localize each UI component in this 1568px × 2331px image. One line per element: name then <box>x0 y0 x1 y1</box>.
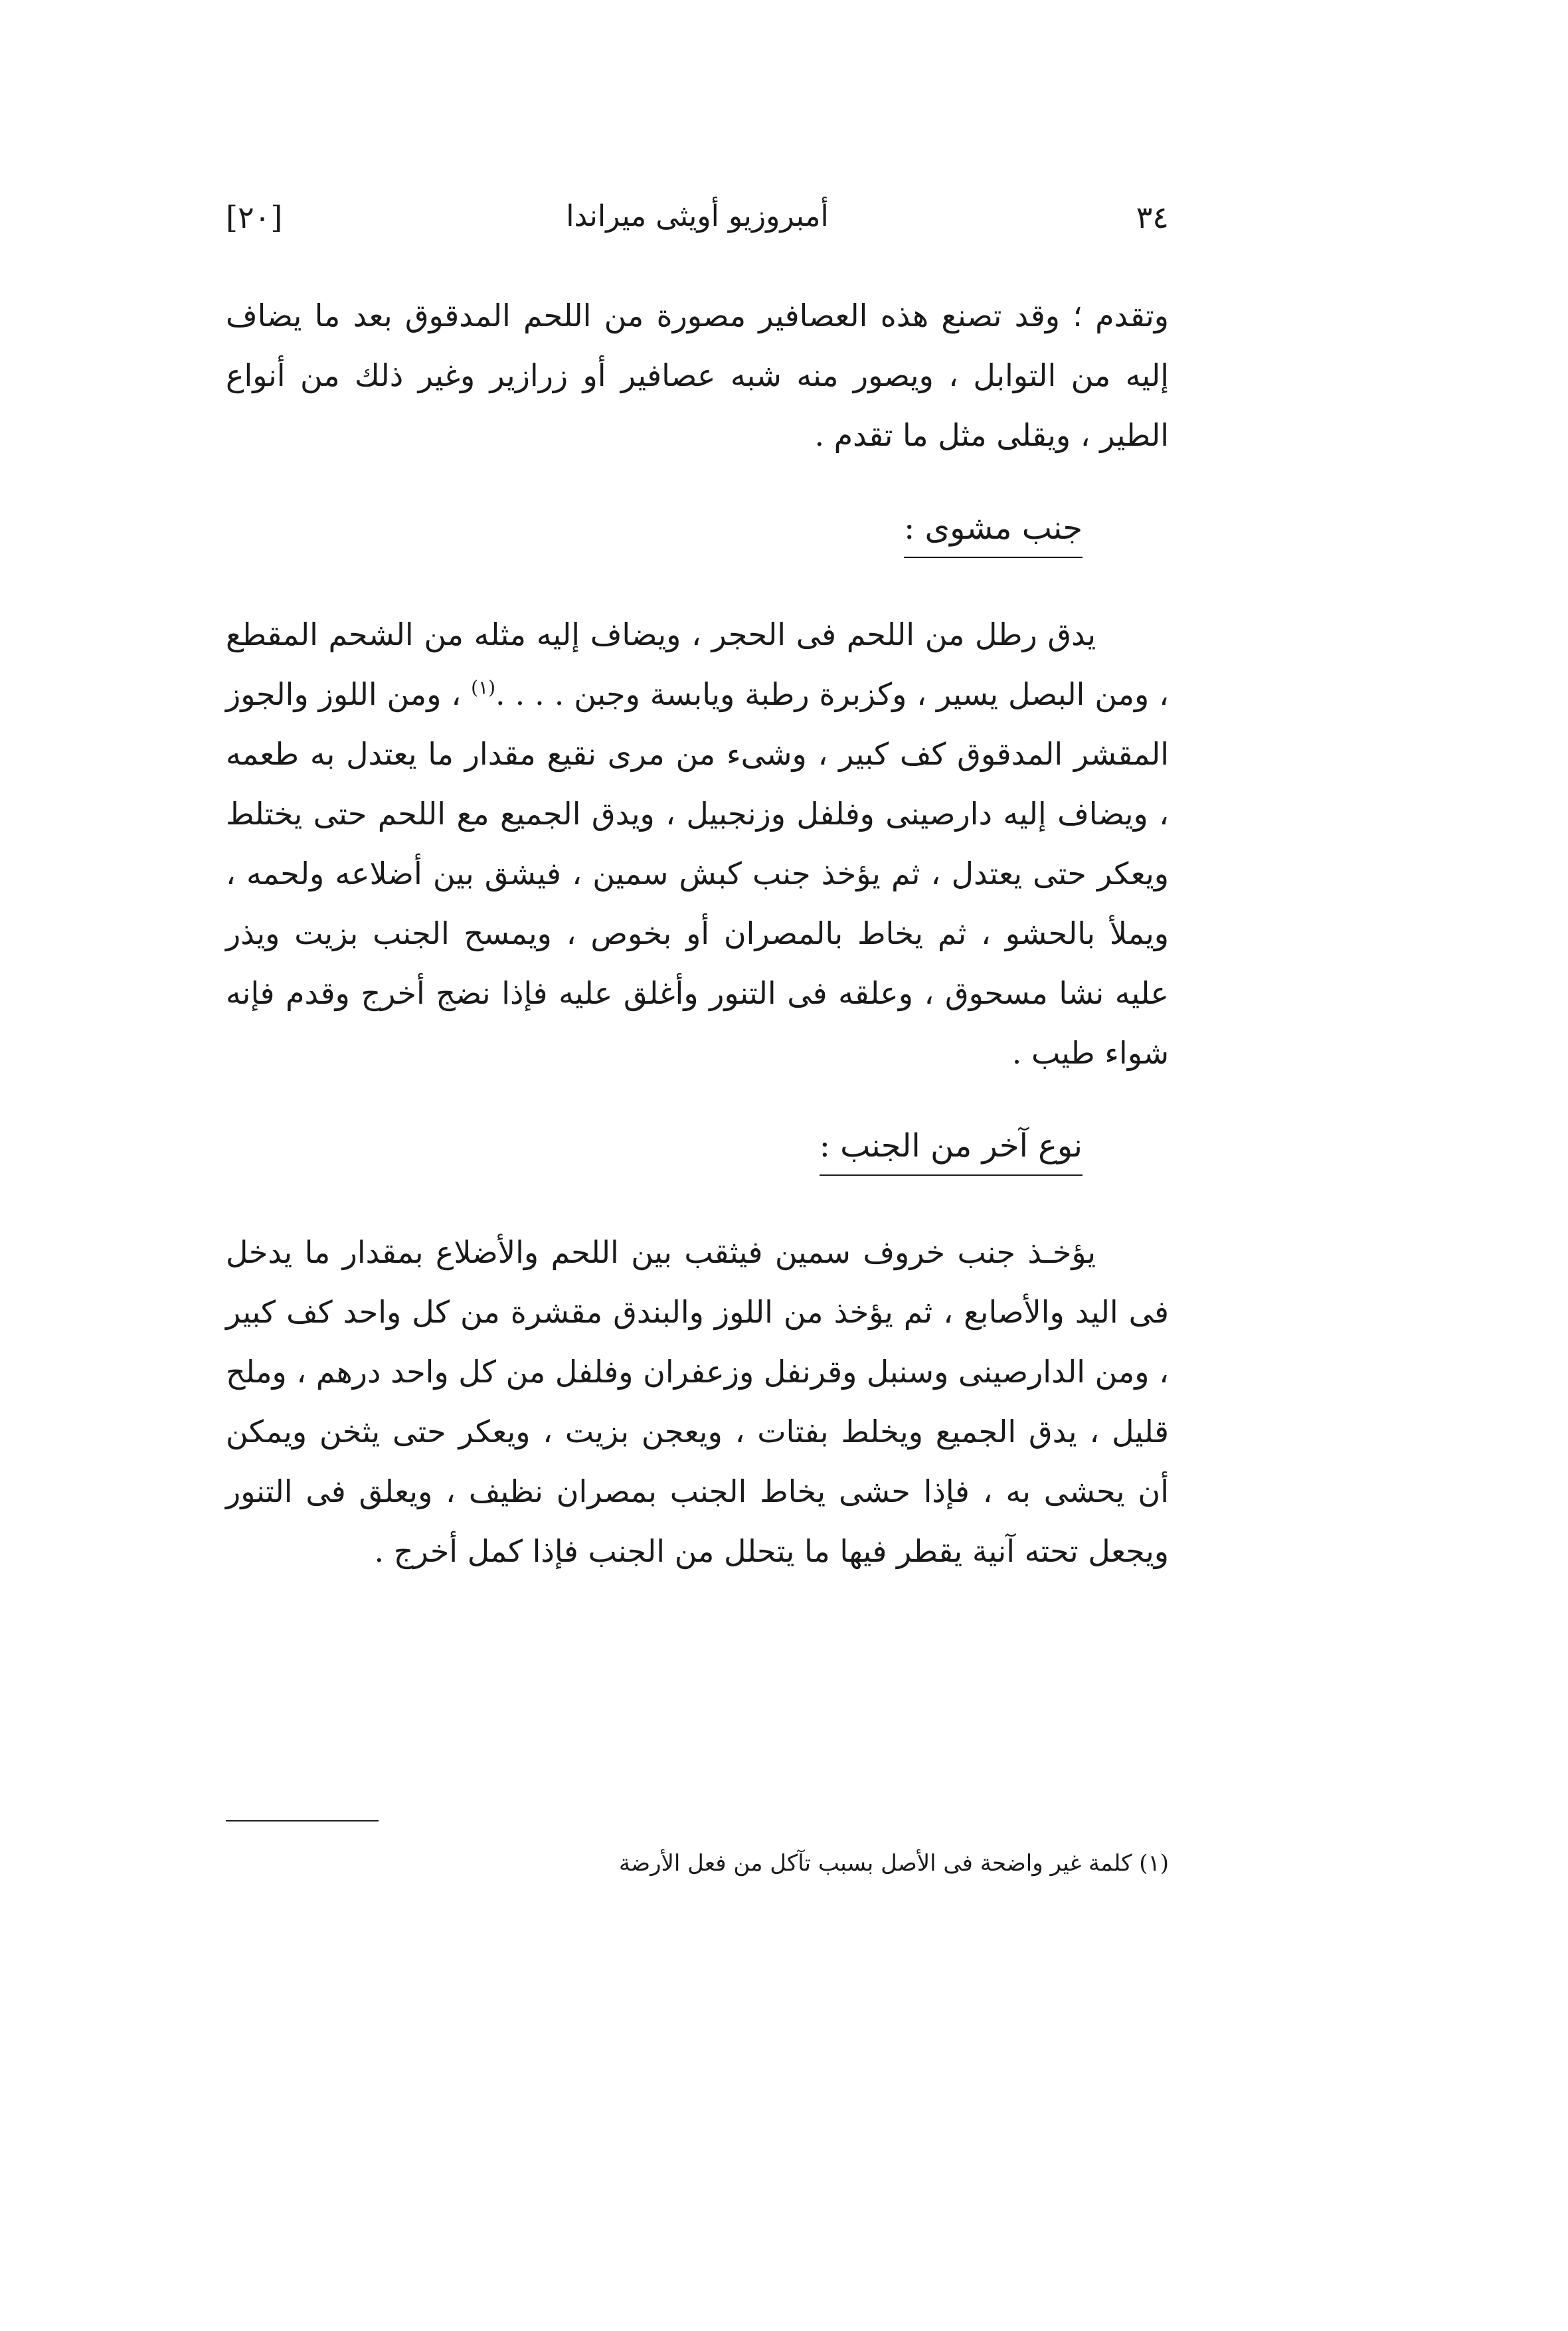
recipe-heading-another-side: نوع آخر من الجنب : <box>820 1123 1083 1176</box>
running-head <box>226 193 1169 252</box>
footnote-divider <box>226 1820 379 1821</box>
paragraph-roasted-side-recipe <box>226 605 1169 1083</box>
heading-block <box>226 1083 1169 1222</box>
page-number: ٣٤ <box>1136 199 1169 235</box>
footnote: (١) كلمة غير واضحة فى الأصل بسبب تآكل من فعل الأرضة <box>618 1850 1169 1877</box>
recipe-heading-roasted-side: جنب مشوى : <box>904 505 1083 558</box>
footnote-marker: (١) <box>471 676 496 699</box>
paragraph-continuation: وتقدم ؛ وقد تصنع هذه العصافير مصورة من اللحم المدقوق بعد ما يضاف إليه من التوابل ، ويصور منه شبه عصافير أو زرازير وغير ذلك من أنواع الطير ، ويقلى مثل ما تقدم . <box>226 298 1169 453</box>
book-page <box>226 193 1169 1920</box>
paragraph-text: يدق رطل من اللحم فى الحجر ، ويضاف إليه مثله من الشحم المقطع ، ومن البصل يسير ، وكزبرة رطبة ويابسة وجبن . . . . <box>226 616 1169 712</box>
body-text <box>226 286 1169 1581</box>
section-reference: [٢٠] <box>226 199 283 235</box>
paragraph-text: ، ومن اللوز والجوز المقشر المدقوق كف كبير ، وشىء من مرى نقيع مقدار ما يعتدل به طعمه ، ويضاف إليه دارصينى وفلفل وزنجبيل ، ويدق الجميع مع اللحم حتى يختلط ويعكر حتى يعتدل ، ثم يؤخذ جنب كبش سمين ، فيشق بين أضلاعه ولحمه ، ويملأ بالحشو ، ثم يخاط بالمصران أو بخوص ، ويمسح الجنب بزيت ويذر عليه نشا مسحوق ، وعلقه فى التنور وأغلق عليه فإذا نضج أخرج وقدم فإنه شواء طيب . <box>226 676 1169 1071</box>
running-head-title: أمبروزيو أويثى ميراندا <box>566 199 829 233</box>
heading-block <box>226 465 1169 605</box>
paragraph-another-side-recipe: يؤخـذ جنب خروف سمين فيثقب بين اللحم والأضلاع بمقدار ما يدخل فى اليد والأصابع ، ثم يؤخذ من اللوز والبندق مقشرة من كل واحد كف كبير ، ومن الدارصينى وسنبل وقرنفل وزعفران وفلفل من كل واحد درهم ، وملح قليل ، يدق الجميع ويخلط بفتات ، ويعجن بزيت ، ويعكر حتى يثخن ويمكن أن يحشى به ، فإذا حشى يخاط الجنب بمصران نظيف ، ويعلق فى التنور ويجعل تحته آنية يقطر فيها ما يتحلل من الجنب فإذا كمل أخرج . <box>226 1234 1169 1569</box>
